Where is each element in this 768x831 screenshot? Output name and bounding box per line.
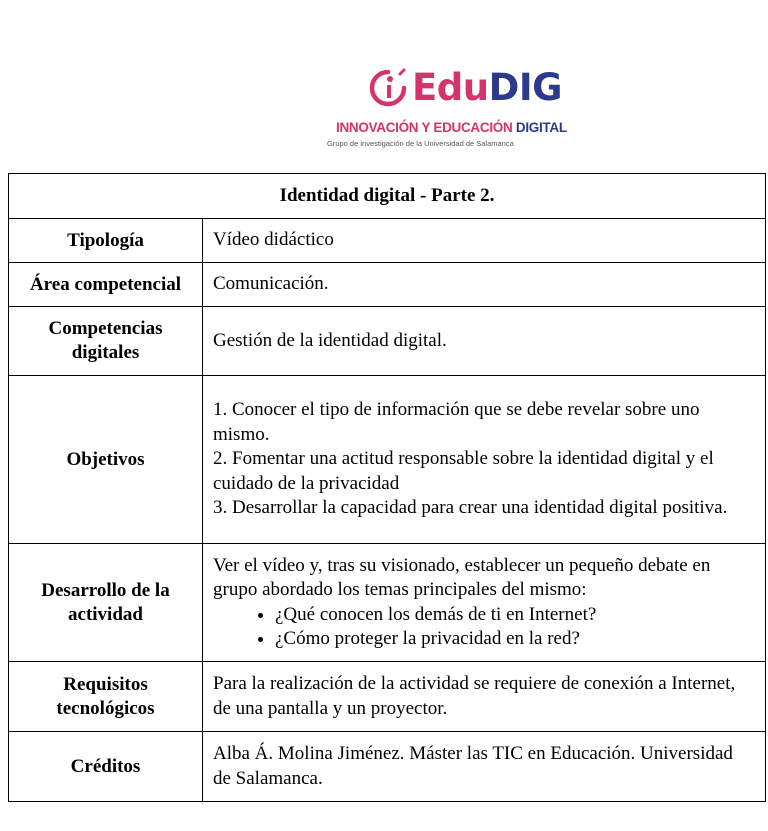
row-tipologia (9, 219, 766, 263)
value-objetivos (203, 376, 766, 544)
label-requisitos: Requisitos tecnológicos (9, 662, 203, 732)
activity-card-table (8, 173, 766, 802)
edudig-logo (0, 62, 768, 154)
value-desarrollo (203, 544, 766, 662)
label-area: Área competencial (9, 263, 203, 307)
logo-subtitle: Grupo de investigación de la Universidad de Salamanca (327, 139, 514, 148)
row-objetivos (9, 376, 766, 544)
label-tipologia: Tipología (9, 219, 203, 263)
value-creditos: Alba Á. Molina Jiménez. Máster las TIC en Educación. Universidad de Salamanca. (203, 732, 766, 802)
title-row (9, 174, 766, 219)
row-competencias (9, 307, 766, 376)
desarrollo-intro: Ver el vídeo y, tras su visionado, establecer un pequeño debate en grupo abordado los temas principales del mismo: (213, 554, 711, 600)
value-competencias: Gestión de la identidad digital. (203, 307, 766, 376)
table-title: Identidad digital - Parte 2. (9, 174, 766, 219)
logo-tagline (336, 120, 567, 135)
logo-dig: DIG (488, 66, 562, 109)
value-requisitos: Para la realización de la actividad se requiere de conexión a Internet, de una pantalla y un proyector. (203, 662, 766, 732)
info-circle-icon (368, 68, 408, 108)
label-creditos: Créditos (9, 732, 203, 802)
bullet-item: • ¿Cómo proteger la privacidad en la red? (275, 627, 755, 652)
value-tipologia: Vídeo didáctico (203, 219, 766, 263)
label-competencias: Competencias digitales (9, 307, 203, 376)
objetivo-item: 2. Fomentar una actitud responsable sobre la identidad digital y el cuidado de la privacidad (213, 448, 714, 494)
row-area (9, 263, 766, 307)
value-area: Comunicación. (203, 263, 766, 307)
tagline-part1: INNOVACIÓN Y EDUCACIÓN (336, 120, 516, 135)
logo-wordmark (412, 66, 562, 110)
logo-edu: Edu (412, 66, 489, 109)
objetivo-item: 1. Conocer el tipo de información que se debe revelar sobre uno mismo. (213, 399, 700, 445)
label-desarrollo: Desarrollo de la actividad (9, 544, 203, 662)
bullet-item: • ¿Qué conocen los demás de ti en Internet? (275, 603, 755, 628)
tagline-part2: DIGITAL (515, 120, 567, 135)
row-requisitos (9, 662, 766, 732)
row-creditos (9, 732, 766, 802)
row-desarrollo (9, 544, 766, 662)
label-objetivos: Objetivos (9, 376, 203, 544)
objetivo-item: 3. Desarrollar la capacidad para crear una identidad digital positiva. (213, 497, 728, 519)
desarrollo-bullets (213, 603, 755, 652)
